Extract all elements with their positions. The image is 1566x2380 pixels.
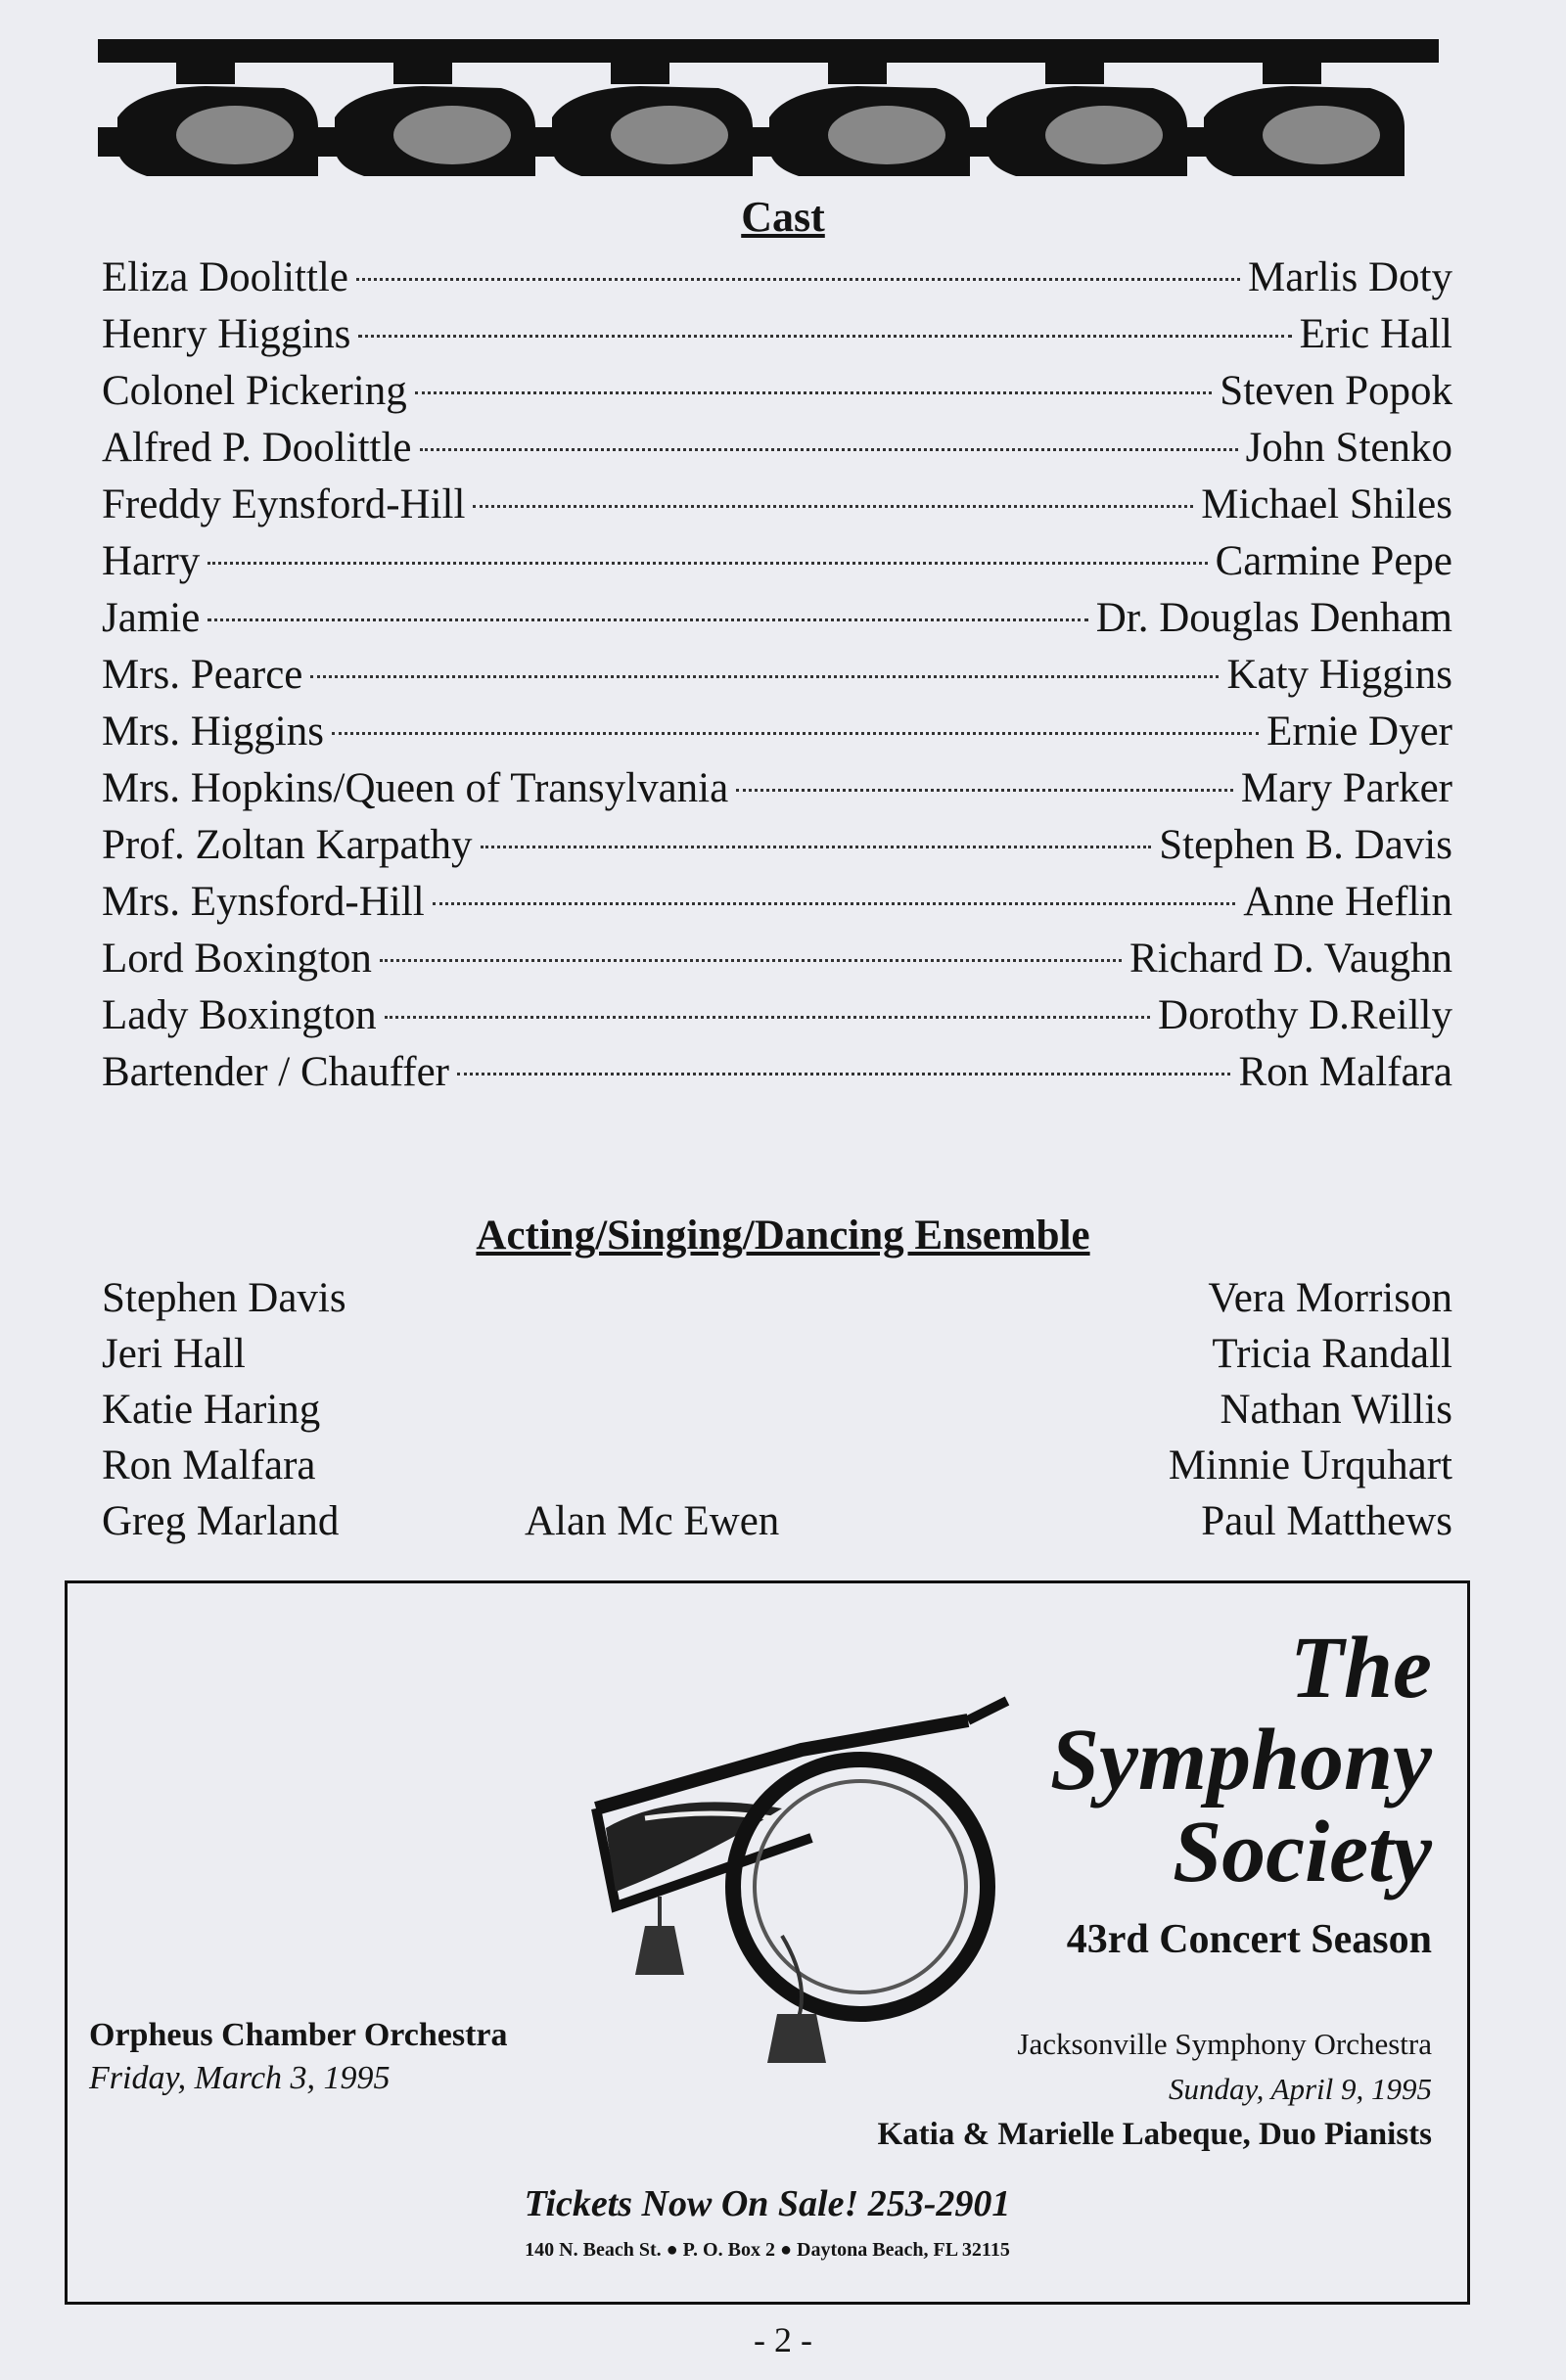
cast-actor: Stephen B. Davis (1159, 822, 1452, 868)
cast-actor: Richard D. Vaughn (1128, 936, 1452, 982)
cast-row (102, 704, 1452, 760)
stage-light-icon (967, 59, 1187, 176)
ensemble-right-column (1169, 1270, 1452, 1549)
dot-leader (358, 335, 1291, 338)
dot-leader (310, 675, 1219, 678)
ensemble-member: Paul Matthews (1201, 1498, 1452, 1544)
cast-role: Jamie (102, 595, 201, 641)
concert-orpheus-name: Orpheus Chamber Orchestra (89, 2017, 508, 2053)
dot-leader (457, 1073, 1230, 1076)
stage-lights-icon (98, 39, 1439, 196)
concert-orpheus (89, 2014, 508, 2100)
cast-role: Mrs. Hopkins/Queen of Transylvania (102, 765, 729, 811)
cast-role: Alfred P. Doolittle (102, 425, 412, 471)
cast-actor: Dorothy D.Reilly (1158, 992, 1452, 1038)
cast-actor: Mary Parker (1240, 765, 1452, 811)
page-number: - 2 - (754, 2320, 812, 2359)
cast-row (102, 1044, 1452, 1101)
symphony-society-ad (65, 1580, 1470, 2305)
cast-actor: Eric Hall (1299, 311, 1452, 357)
cast-actor: Dr. Douglas Denham (1095, 595, 1452, 641)
stage-light-icon (750, 59, 970, 176)
cast-row (102, 817, 1452, 874)
cast-actor: Ron Malfara (1238, 1049, 1452, 1095)
cast-row (102, 590, 1452, 647)
cast-role: Colonel Pickering (102, 368, 407, 414)
concert-jacksonville-date: Sunday, April 9, 1995 (1169, 2072, 1432, 2106)
cast-actor: Carmine Pepe (1215, 538, 1452, 584)
ensemble-member: Ron Malfara (102, 1442, 316, 1488)
cast-actor: Marlis Doty (1247, 254, 1452, 300)
cast-row (102, 363, 1452, 420)
title-line: The (1290, 1620, 1432, 1716)
cast-role: Mrs. Pearce (102, 652, 303, 698)
ensemble-left-column (102, 1270, 346, 1549)
tickets-line: Tickets Now On Sale! 253-2901 (524, 2183, 1011, 2224)
concert-jacksonville-name: Jacksonville Symphony Orchestra (1017, 2027, 1432, 2061)
symphony-society-title (1049, 1620, 1432, 1900)
cast-row (102, 250, 1452, 306)
stage-light-icon (98, 59, 318, 176)
cast-role: Prof. Zoltan Karpathy (102, 822, 473, 868)
concert-jacksonville-artists: Katia & Marielle Labeque, Duo Pianists (877, 2117, 1432, 2152)
cast-actor: Steven Popok (1220, 368, 1452, 414)
ensemble-member: Greg Marland (102, 1498, 340, 1544)
cast-role: Mrs. Eynsford-Hill (102, 879, 425, 925)
ensemble-member: Katie Haring (102, 1387, 321, 1433)
cast-list (102, 250, 1452, 1101)
dot-leader (356, 278, 1240, 281)
dot-leader (332, 732, 1259, 735)
stage-light-icon (532, 59, 753, 176)
dot-leader (380, 959, 1122, 962)
concert-orpheus-date: Friday, March 3, 1995 (89, 2060, 391, 2096)
dot-leader (433, 902, 1236, 905)
cast-role: Lord Boxington (102, 936, 372, 982)
title-line: Society (1173, 1804, 1432, 1900)
cast-row (102, 931, 1452, 987)
ensemble-member: Vera Morrison (1208, 1275, 1452, 1321)
ensemble-middle-column (525, 1493, 779, 1549)
cast-role: Bartender / Chauffer (102, 1049, 450, 1095)
dot-leader (473, 505, 1193, 508)
concert-season: 43rd Concert Season (1066, 1917, 1432, 1962)
dot-leader (385, 1016, 1150, 1019)
cast-row (102, 647, 1452, 704)
cast-row (102, 760, 1452, 817)
cast-role: Mrs. Higgins (102, 709, 324, 755)
dot-leader (207, 618, 1087, 621)
stage-light-icon (1184, 59, 1405, 176)
cast-role: Lady Boxington (102, 992, 377, 1038)
cast-actor: John Stenko (1245, 425, 1452, 471)
cast-actor: Anne Heflin (1243, 879, 1452, 925)
cast-row (102, 874, 1452, 931)
ensemble-member: Tricia Randall (1212, 1331, 1452, 1377)
address-line: 140 N. Beach St. ● P. O. Box 2 ● Daytona Beach, FL 32115 (525, 2239, 1010, 2261)
cast-row (102, 420, 1452, 477)
ensemble-member: Alan Mc Ewen (525, 1498, 780, 1544)
cast-row (102, 987, 1452, 1044)
cast-row (102, 477, 1452, 533)
dot-leader (420, 448, 1238, 451)
dot-leader (481, 846, 1152, 848)
cast-actor: Michael Shiles (1201, 481, 1452, 527)
cast-actor: Ernie Dyer (1267, 709, 1452, 755)
cast-role: Freddy Eynsford-Hill (102, 481, 466, 527)
hunting-horn-icon (557, 1662, 1017, 2073)
cast-actor: Katy Higgins (1226, 652, 1452, 698)
cast-role: Eliza Doolittle (102, 254, 348, 300)
title-line: Symphony (1049, 1712, 1432, 1808)
ensemble-member: Stephen Davis (102, 1275, 346, 1321)
concert-jacksonville (878, 2022, 1432, 2157)
ensemble-heading: Acting/Singing/Dancing Ensemble (476, 1213, 1090, 1259)
stage-light-icon (315, 59, 535, 176)
ensemble-member: Jeri Hall (102, 1331, 246, 1377)
dot-leader (736, 789, 1233, 792)
dot-leader (207, 562, 1207, 565)
cast-role: Henry Higgins (102, 311, 351, 357)
ensemble-member: Minnie Urquhart (1168, 1442, 1452, 1488)
cast-row (102, 306, 1452, 363)
dot-leader (415, 391, 1213, 394)
cast-role: Harry (102, 538, 201, 584)
ensemble-member: Nathan Willis (1220, 1387, 1452, 1433)
cast-heading: Cast (741, 193, 825, 241)
cast-row (102, 533, 1452, 590)
